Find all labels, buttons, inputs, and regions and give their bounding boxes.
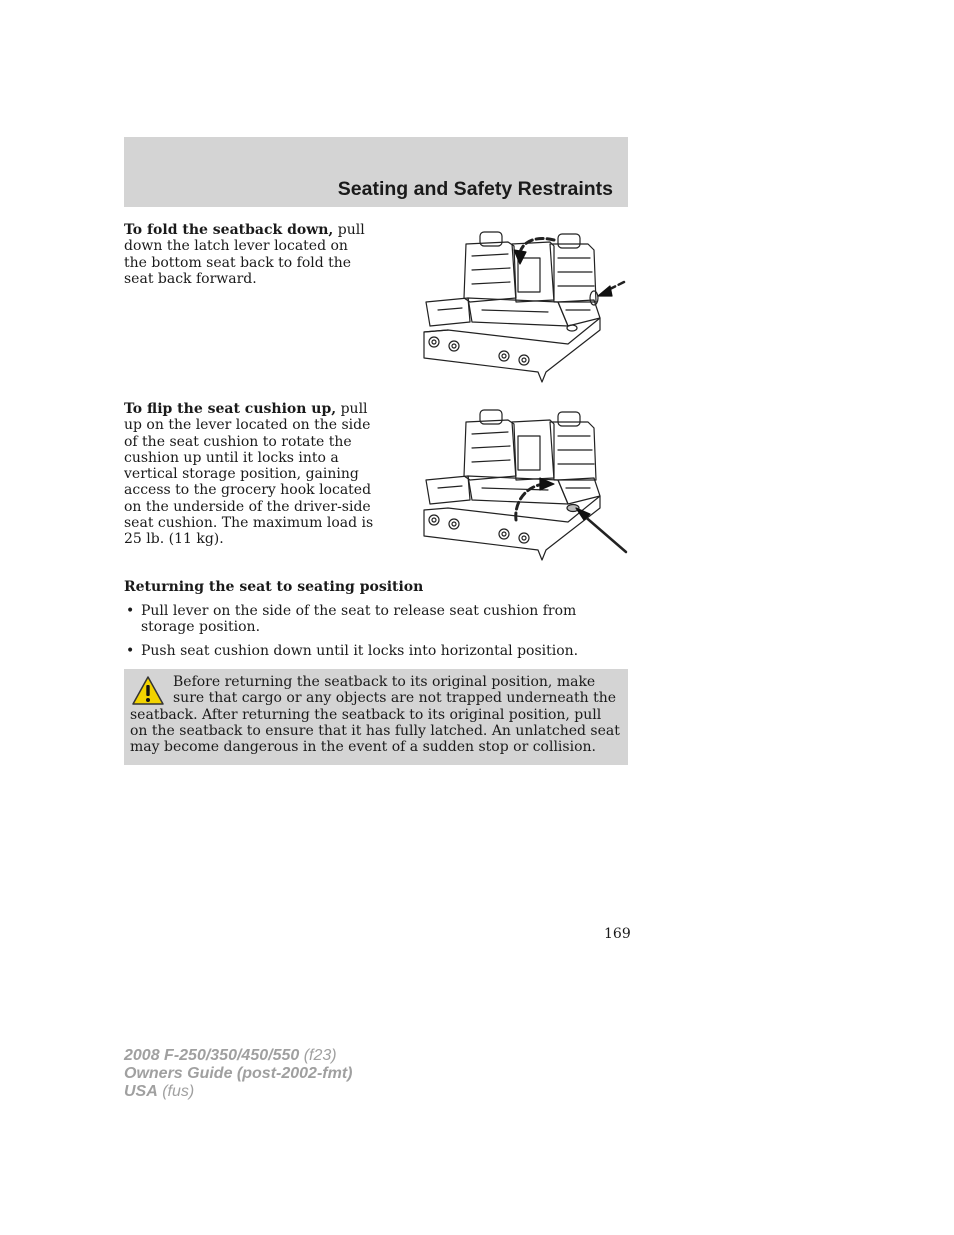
chapter-header-band (124, 137, 628, 207)
flip-cushion-paragraph (124, 401, 374, 548)
bullet-icon: • (126, 603, 135, 619)
list-item (124, 643, 624, 659)
flip-cushion-body: pull up on the lever located on the side of the seat cushion to rotate the cushion up until it locks into a vertical storage position, gaining access to the grocery hook located on the underside of the driver-side seat cushion. The maximum load is 25 lb. (11 kg). (124, 401, 374, 548)
fold-seatback-paragraph (124, 222, 374, 287)
footer-guide-title: Owners Guide (post-2002-fmt) (124, 1065, 353, 1082)
warning-text-block (130, 674, 620, 755)
cushion-flip-illustration (418, 404, 632, 564)
footer-region-code: (fus) (157, 1083, 195, 1100)
footer-model: 2008 F-250/350/450/550 (124, 1047, 300, 1064)
footer-model-code: (f23) (299, 1047, 337, 1064)
bullet-icon: • (126, 642, 135, 659)
flip-cushion-lead: To flip the seat cushion up, (124, 401, 337, 417)
returning-heading: Returning the seat to seating position (124, 579, 424, 595)
list-item (124, 603, 624, 636)
document-footer (124, 1047, 352, 1101)
footer-region: USA (124, 1083, 158, 1100)
page-number: 169 (604, 926, 631, 942)
bullet-text: Push seat cushion down until it locks into horizontal position. (141, 642, 579, 659)
returning-bullet-list (124, 603, 624, 666)
chapter-title: Seating and Safety Restraints (337, 178, 613, 200)
fold-seatback-lead: To fold the seatback down, (124, 222, 334, 238)
fold-seatback-body: pull down the latch lever located on the bottom seat back to fold the seat back forward. (124, 222, 365, 287)
warning-box (124, 669, 628, 765)
bullet-text: Pull lever on the side of the seat to release seat cushion from storage position. (141, 603, 577, 636)
seatback-fold-illustration (418, 226, 632, 386)
warning-text: Before returning the seatback to its original position, make sure that cargo or any objects are not trapped underneath the seatback. After returning the seatback to its original position, pull on the seatback to ensure that it has fully latched. An unlatched seat may become dangerous in the event of a sudden stop or collision. (130, 674, 620, 756)
